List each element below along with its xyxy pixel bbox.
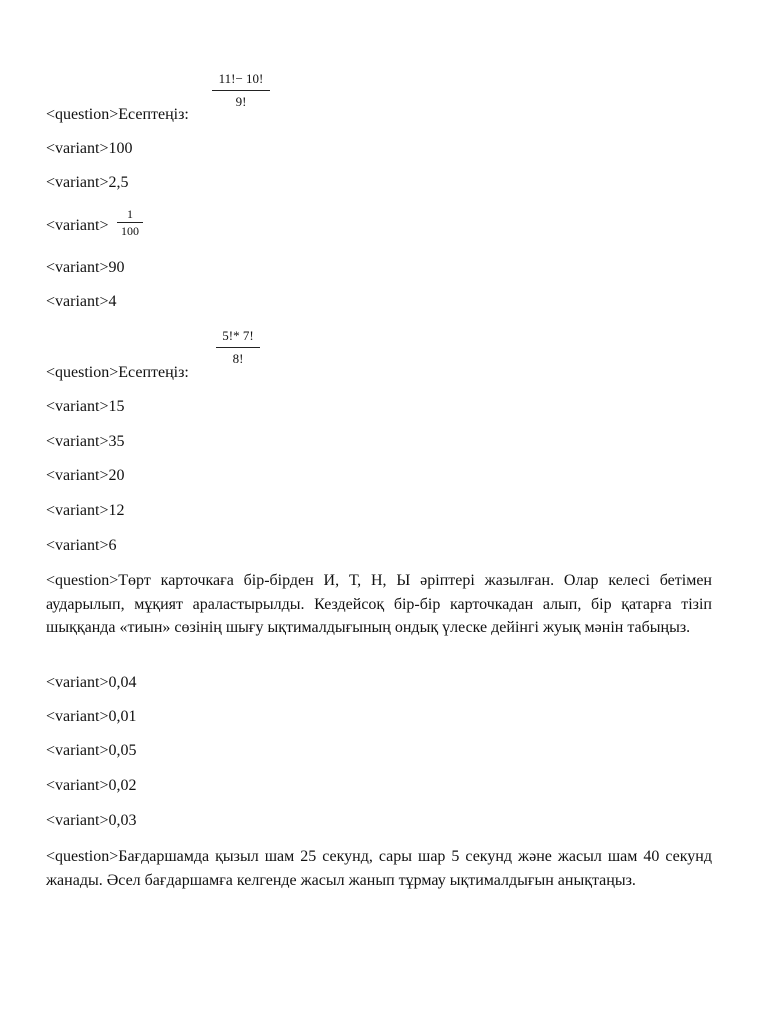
q3-variant-2: <variant>0,01	[46, 708, 137, 725]
q3-variant-3: <variant>0,05	[46, 742, 137, 759]
q2-variant-4: <variant>12	[46, 502, 125, 519]
q3-variant-4: <variant>0,02	[46, 777, 137, 794]
q2-variant-5: <variant>6	[46, 537, 117, 554]
q1-variant-5: <variant>4	[46, 293, 117, 310]
q1-variant-3-denominator: 100	[121, 224, 139, 238]
q1-formula	[212, 72, 270, 109]
q2-variant-1: <variant>15	[46, 398, 125, 415]
q2-variant-3: <variant>20	[46, 467, 125, 484]
q2-denominator: 8!	[232, 351, 244, 366]
q3-question: <question>Төрт карточкаға бір-бірден И, Т, Н, Ы әріптері жазылған. Олар келесі бетімен аударылып, мұқият араластырылды. Кездейсоқ бір-бір карточкадан алып, бір қатарға тізіп шыққанда «тиын» сөзінің шығу ықтималдығының ондық үлеске дейінгі жуық мәнін табыңыз.	[46, 572, 712, 636]
q1-variant-3-numerator: 1	[127, 207, 133, 221]
q4-question: <question>Бағдаршамда қызыл шам 25 секунд, сары шар 5 секунд және жасыл шам 40 секунд жанады. Әсел бағдаршамға келгенде жасыл жанып тұрмау ықтималдығын анықтаңыз.	[46, 848, 712, 889]
q1-variant-3-fraction	[117, 208, 143, 238]
q2-question: <question>Есептеңіз:	[46, 364, 189, 381]
q1-variant-1: <variant>100	[46, 140, 133, 157]
q2-variant-2: <variant>35	[46, 433, 125, 450]
q1-variant-3	[46, 216, 108, 236]
q1-denominator: 9!	[235, 94, 247, 109]
q1-variant-4: <variant>90	[46, 259, 125, 276]
fraction-bar	[212, 90, 270, 91]
q1-variant-2: <variant>2,5	[46, 174, 129, 191]
fraction-bar	[117, 222, 143, 223]
q2-numerator: 5!* 7!	[222, 328, 254, 343]
q1-variant-3-label: <variant>	[46, 217, 109, 234]
q3-variant-1: <variant>0,04	[46, 674, 137, 691]
q1-question: <question>Есептеңіз:	[46, 106, 189, 123]
q2-formula	[216, 329, 260, 366]
q3-variant-5: <variant>0,03	[46, 812, 137, 829]
q1-numerator: 11!− 10!	[218, 71, 264, 86]
fraction-bar	[216, 347, 260, 348]
